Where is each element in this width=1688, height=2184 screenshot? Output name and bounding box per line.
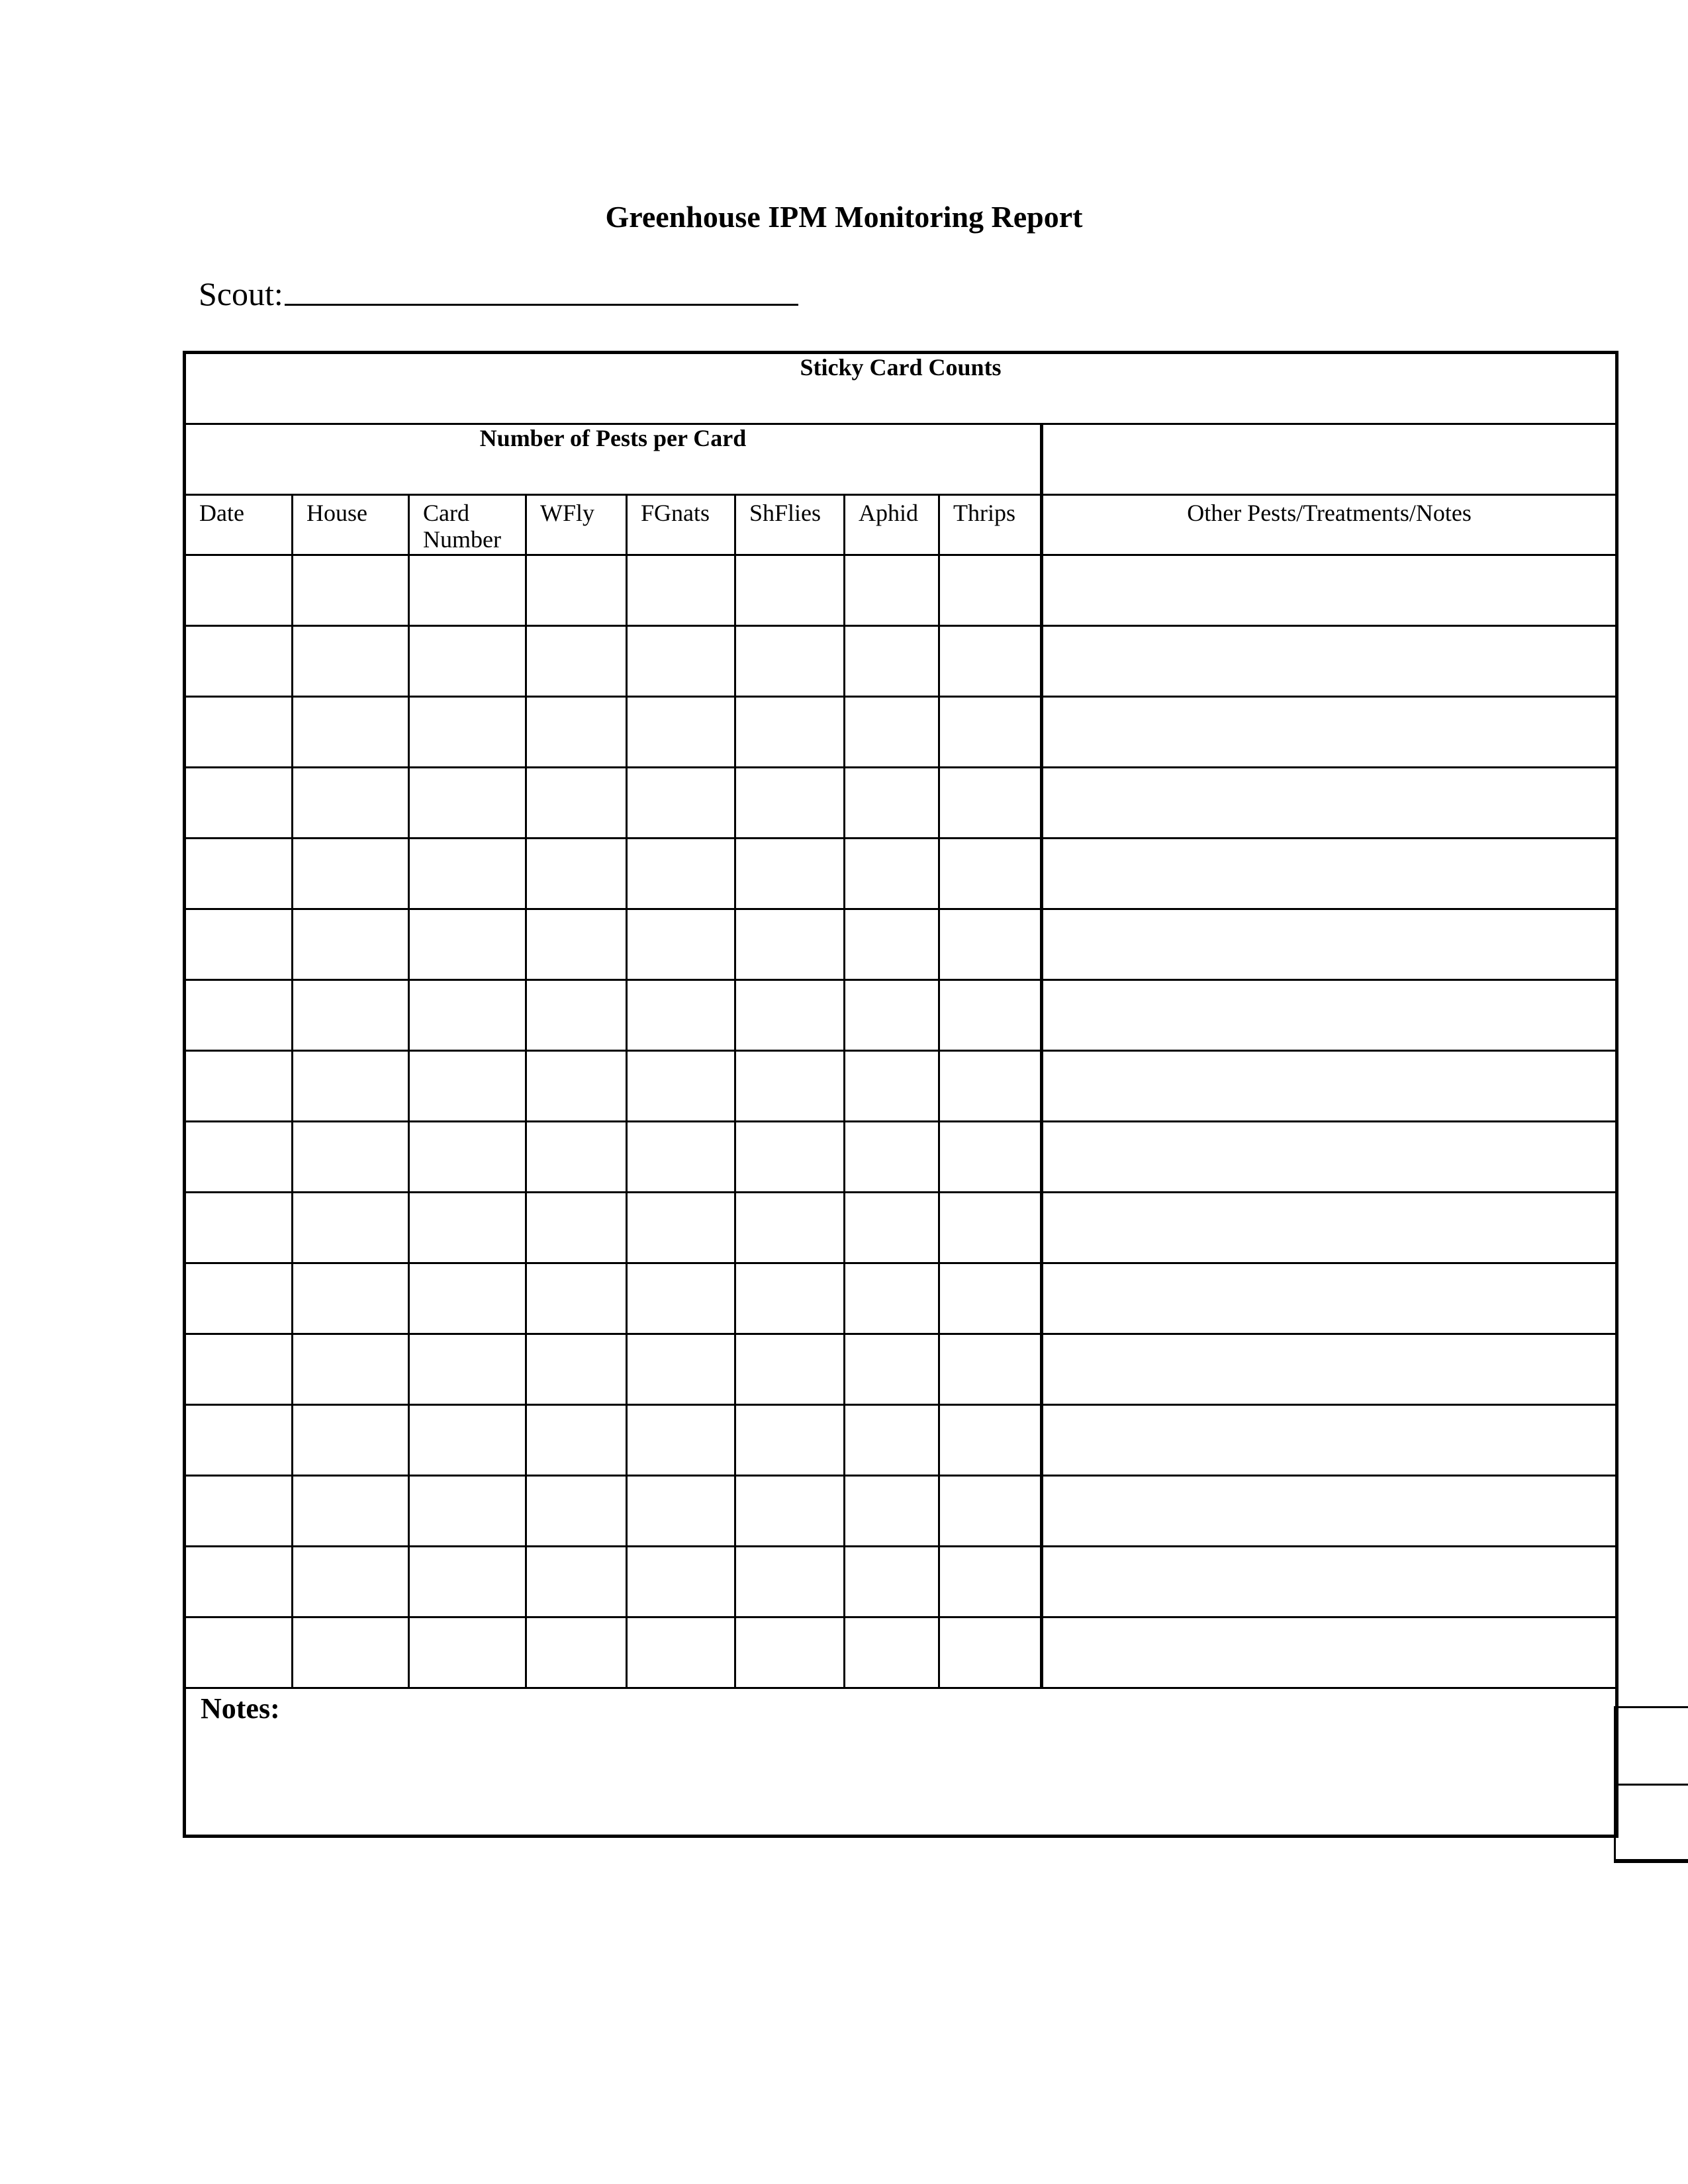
entry-cell[interactable] [526, 1263, 627, 1334]
entry-cell[interactable] [409, 1547, 526, 1617]
entry-cell[interactable] [409, 1334, 526, 1405]
entry-cell[interactable] [735, 1476, 845, 1547]
entry-cell[interactable] [845, 1193, 939, 1263]
entry-cell[interactable] [526, 697, 627, 768]
entry-cell[interactable] [627, 1476, 735, 1547]
entry-cell[interactable] [293, 1547, 409, 1617]
entry-cell[interactable] [185, 1193, 293, 1263]
entry-cell[interactable] [409, 1122, 526, 1193]
scout-input-line[interactable] [285, 304, 798, 306]
entry-cell[interactable] [939, 626, 1042, 697]
entry-cell[interactable] [185, 1547, 293, 1617]
entry-cell[interactable] [627, 1547, 735, 1617]
entry-cell[interactable] [845, 697, 939, 768]
column-header-row [185, 495, 1617, 555]
entry-cell[interactable] [627, 1617, 735, 1688]
entry-cell[interactable] [627, 697, 735, 768]
col-header-wfly: WFly [526, 495, 627, 555]
entry-cell[interactable] [293, 909, 409, 980]
entry-cell[interactable] [735, 697, 845, 768]
entry-cell[interactable] [526, 555, 627, 626]
entry-cell[interactable] [627, 1405, 735, 1476]
entry-cell[interactable] [409, 909, 526, 980]
entry-cell[interactable] [735, 1334, 845, 1405]
entry-cell[interactable] [526, 768, 627, 839]
entry-cell[interactable] [735, 1122, 845, 1193]
table-row [185, 1122, 1617, 1193]
edge-divider [1615, 1784, 1688, 1786]
entry-cell[interactable] [735, 909, 845, 980]
entry-cell[interactable] [409, 1051, 526, 1122]
scout-field[interactable] [199, 274, 798, 314]
entry-cell[interactable] [293, 980, 409, 1051]
entry-cell[interactable] [845, 1405, 939, 1476]
entry-cell[interactable] [939, 768, 1042, 839]
entry-cell[interactable] [735, 555, 845, 626]
entry-cell[interactable] [1042, 839, 1617, 909]
entry-cell[interactable] [939, 1334, 1042, 1405]
col-header-date: Date [185, 495, 293, 555]
entry-cell[interactable] [185, 909, 293, 980]
col-header-shflies: ShFlies [735, 495, 845, 555]
entry-cell[interactable] [185, 1617, 293, 1688]
table-row [185, 980, 1617, 1051]
entry-cell[interactable] [526, 909, 627, 980]
scout-label: Scout: [199, 275, 283, 312]
entry-cell[interactable] [1042, 697, 1617, 768]
entry-cell[interactable] [627, 909, 735, 980]
entry-cell[interactable] [293, 1193, 409, 1263]
entry-cell[interactable] [293, 1263, 409, 1334]
entry-cell[interactable] [627, 980, 735, 1051]
table-row [185, 1405, 1617, 1476]
entry-cell[interactable] [627, 839, 735, 909]
entry-cell[interactable] [185, 980, 293, 1051]
entry-cell[interactable] [845, 768, 939, 839]
entry-cell[interactable] [185, 626, 293, 697]
entry-cell[interactable] [1042, 626, 1617, 697]
entry-cell[interactable] [845, 909, 939, 980]
entry-cell[interactable] [845, 1547, 939, 1617]
entry-cell[interactable] [409, 1193, 526, 1263]
entry-cell[interactable] [409, 768, 526, 839]
entry-cell[interactable] [627, 555, 735, 626]
entry-cell[interactable] [293, 1051, 409, 1122]
table-row [185, 768, 1617, 839]
entry-cell[interactable] [409, 555, 526, 626]
entry-cell[interactable] [409, 980, 526, 1051]
entry-cell[interactable] [939, 1122, 1042, 1193]
entry-cell[interactable] [1042, 1263, 1617, 1334]
entry-cell[interactable] [735, 1051, 845, 1122]
entry-cell[interactable] [939, 839, 1042, 909]
entry-cell[interactable] [939, 1476, 1042, 1547]
entry-cell[interactable] [526, 1122, 627, 1193]
entry-cell[interactable] [735, 1405, 845, 1476]
entry-cell[interactable] [293, 697, 409, 768]
entry-cell[interactable] [845, 1122, 939, 1193]
entry-cell[interactable] [526, 1617, 627, 1688]
entry-cell[interactable] [185, 839, 293, 909]
entry-cell[interactable] [627, 1122, 735, 1193]
entry-cell[interactable] [526, 626, 627, 697]
entry-cell[interactable] [627, 626, 735, 697]
entry-cell[interactable] [845, 1334, 939, 1405]
col-header-house: House [293, 495, 409, 555]
entry-cell[interactable] [293, 1476, 409, 1547]
pests-per-card-header: Number of Pests per Card [185, 424, 1042, 495]
entry-cell[interactable] [627, 1263, 735, 1334]
entry-cell[interactable] [409, 1263, 526, 1334]
entry-cell[interactable] [1042, 1193, 1617, 1263]
table-row [185, 1193, 1617, 1263]
entry-cell[interactable] [735, 1193, 845, 1263]
entry-cell[interactable] [735, 1263, 845, 1334]
entry-cell[interactable] [409, 1476, 526, 1547]
entry-cell[interactable] [185, 555, 293, 626]
table-row [185, 909, 1617, 980]
entry-cell[interactable] [526, 1405, 627, 1476]
entry-cell[interactable] [627, 768, 735, 839]
col-header-fgnats: FGnats [627, 495, 735, 555]
notes-label: Notes: [201, 1692, 280, 1725]
table-row [185, 1263, 1617, 1334]
entry-cell[interactable] [1042, 1617, 1617, 1688]
entry-cell[interactable] [845, 1051, 939, 1122]
entry-cell[interactable] [1042, 1405, 1617, 1476]
notes-area[interactable] [185, 1688, 1617, 1837]
entry-cell[interactable] [409, 626, 526, 697]
table-row [185, 839, 1617, 909]
table-row [185, 1051, 1617, 1122]
entry-cell[interactable] [526, 1476, 627, 1547]
entry-cell[interactable] [627, 1334, 735, 1405]
entry-cell[interactable] [735, 980, 845, 1051]
entry-cell[interactable] [939, 1617, 1042, 1688]
entry-cell[interactable] [409, 697, 526, 768]
entry-cell[interactable] [735, 768, 845, 839]
entry-cell[interactable] [526, 1334, 627, 1405]
entry-cell[interactable] [735, 839, 845, 909]
entry-cell[interactable] [845, 626, 939, 697]
notes-row [185, 1688, 1617, 1837]
entry-cell[interactable] [1042, 909, 1617, 980]
entry-cell[interactable] [845, 1263, 939, 1334]
entry-cell[interactable] [185, 697, 293, 768]
entry-cell[interactable] [409, 839, 526, 909]
entry-cell[interactable] [939, 1193, 1042, 1263]
entry-cell[interactable] [185, 768, 293, 839]
entry-cell[interactable] [939, 909, 1042, 980]
entry-cell[interactable] [1042, 1334, 1617, 1405]
entry-cell[interactable] [526, 1547, 627, 1617]
entry-cell[interactable] [1042, 1547, 1617, 1617]
entry-cell[interactable] [627, 1051, 735, 1122]
entry-cell[interactable] [293, 1617, 409, 1688]
entry-cell[interactable] [735, 626, 845, 697]
entry-cell[interactable] [185, 1263, 293, 1334]
table-banner: Sticky Card Counts [185, 353, 1617, 424]
blank-header-cell [1042, 424, 1617, 495]
entry-cell[interactable] [293, 555, 409, 626]
entry-cell[interactable] [627, 1193, 735, 1263]
entry-cell[interactable] [845, 555, 939, 626]
col-header-other-notes: Other Pests/Treatments/Notes [1042, 495, 1617, 555]
entry-cell[interactable] [845, 1617, 939, 1688]
entry-cell[interactable] [526, 1193, 627, 1263]
table-row [185, 1476, 1617, 1547]
entry-cell[interactable] [735, 1617, 845, 1688]
entry-cell[interactable] [1042, 1122, 1617, 1193]
entry-cell[interactable] [293, 626, 409, 697]
entry-cell[interactable] [293, 1334, 409, 1405]
table-row [185, 697, 1617, 768]
table-row [185, 1617, 1617, 1688]
entry-cell[interactable] [185, 1334, 293, 1405]
entry-cell[interactable] [1042, 1476, 1617, 1547]
entry-cell[interactable] [409, 1617, 526, 1688]
sticky-card-table [183, 351, 1618, 1838]
col-header-card-number: Card Number [409, 495, 526, 555]
entry-cell[interactable] [293, 1405, 409, 1476]
entry-cell[interactable] [185, 1122, 293, 1193]
entry-cell[interactable] [185, 1405, 293, 1476]
entry-cell[interactable] [845, 839, 939, 909]
entry-cell[interactable] [526, 980, 627, 1051]
entry-cell[interactable] [939, 697, 1042, 768]
table-row [185, 1334, 1617, 1405]
entry-cell[interactable] [1042, 1051, 1617, 1122]
entry-cell[interactable] [735, 1547, 845, 1617]
table-row [185, 555, 1617, 626]
entry-cell[interactable] [1042, 768, 1617, 839]
table-row [185, 626, 1617, 697]
entry-cell[interactable] [939, 1547, 1042, 1617]
entry-cell[interactable] [939, 1405, 1042, 1476]
entry-cell[interactable] [293, 839, 409, 909]
col-header-thrips: Thrips [939, 495, 1042, 555]
entry-cell[interactable] [293, 1122, 409, 1193]
entry-cell[interactable] [845, 1476, 939, 1547]
entry-cell[interactable] [939, 980, 1042, 1051]
table-row [185, 1547, 1617, 1617]
col-header-aphid: Aphid [845, 495, 939, 555]
entry-cell[interactable] [293, 768, 409, 839]
entry-cell[interactable] [185, 1476, 293, 1547]
entry-cell[interactable] [845, 980, 939, 1051]
entry-cell[interactable] [1042, 980, 1617, 1051]
page-title: Greenhouse IPM Monitoring Report [605, 200, 1083, 234]
entry-cell[interactable] [939, 555, 1042, 626]
entry-cell[interactable] [939, 1263, 1042, 1334]
entry-cell[interactable] [526, 1051, 627, 1122]
entry-cell[interactable] [939, 1051, 1042, 1122]
entry-cell[interactable] [526, 839, 627, 909]
entry-cell[interactable] [409, 1405, 526, 1476]
entry-cell[interactable] [1042, 555, 1617, 626]
entry-cell[interactable] [185, 1051, 293, 1122]
